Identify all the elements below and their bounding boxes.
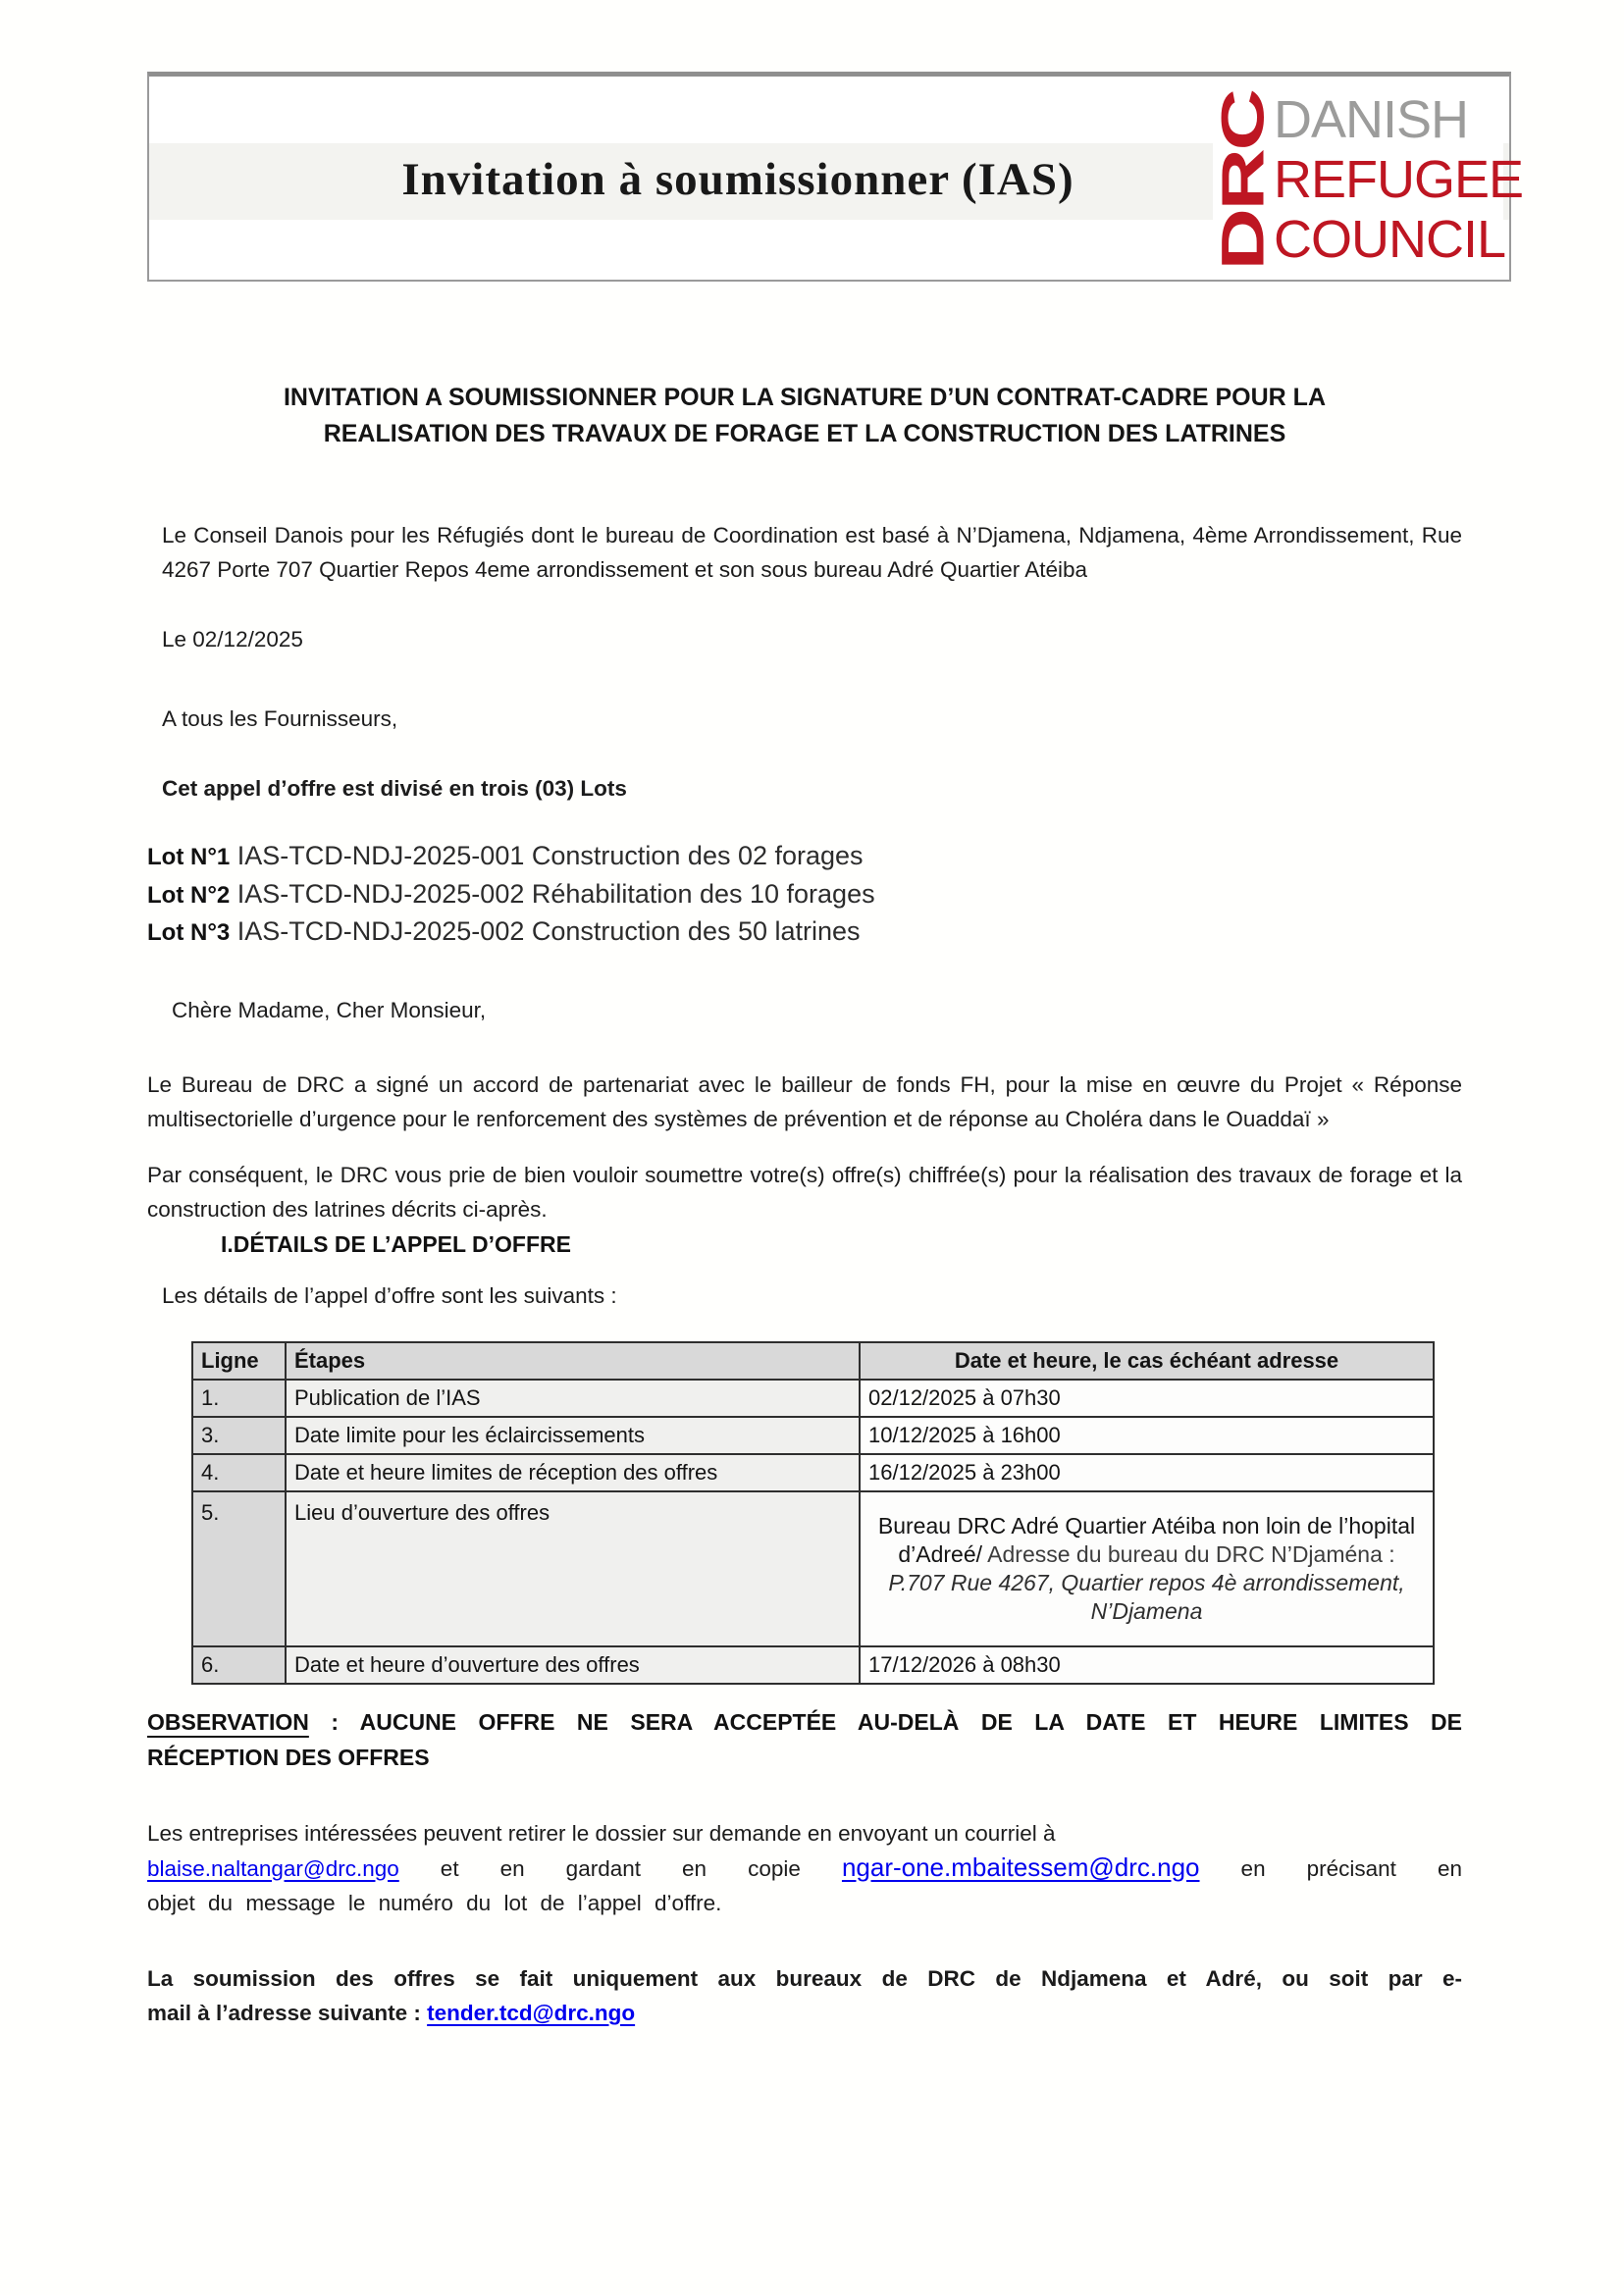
- lot-label: Lot N°2: [147, 881, 231, 909]
- row-date: 10/12/2025 à 16h00: [860, 1417, 1434, 1454]
- partnership-paragraph: Le Bureau de DRC a signé un accord de partenariat avec le bailleur de fonds FH, pour la mise en œuvre du Projet « Réponse multisectorielle d’urgence pour le renforcement des systèmes de prévention et de réponse au Choléra dans le Ouaddaï »: [147, 1071, 1462, 1131]
- col-header-date: Date et heure, le cas échéant adresse: [860, 1342, 1434, 1380]
- document-title: Invitation à soumissionner (IAS): [401, 154, 1074, 205]
- observation-text: : AUCUNE OFFRE NE SERA ACCEPTÉE AU-DELÀ DE LA DATE ET HEURE LIMITES DE: [308, 1708, 1462, 1735]
- submission-line2: [147, 1996, 1462, 2030]
- row-etape: Date limite pour les éclaircissements: [286, 1417, 860, 1454]
- dossier-retrieval-paragraph: [147, 1816, 1462, 1920]
- intro-paragraph: Le Conseil Danois pour les Réfugiés dont le bureau de Coordination est basé à N’Djamena, Ndjamena, 4ème Arrondissement, Rue 4267 Porte 707 Quartier Repos 4eme arrondissement et son sous bureau Adré Quartier Atéiba: [162, 523, 1462, 582]
- lots-intro: Cet appel d’offre est divisé en trois (03) Lots: [162, 776, 627, 801]
- table-row: [192, 1454, 1434, 1491]
- drc-vertical-wordmark-icon: DRC: [1210, 90, 1277, 271]
- submission-line2-prefix: mail à l’adresse suivante :: [147, 2000, 428, 2025]
- row-num: 4.: [192, 1454, 286, 1491]
- main-heading-line2: REALISATION DES TRAVAUX DE FORAGE ET LA CONSTRUCTION DES LATRINES: [323, 420, 1286, 447]
- lot-item-1: [147, 838, 1462, 876]
- email-link-ngar[interactable]: ngar-one.mbaitessem@drc.ngo: [841, 1852, 1200, 1882]
- retrait-tail-text: en précisant en: [1199, 1855, 1462, 1881]
- row-date: 17/12/2026 à 08h30: [860, 1646, 1434, 1684]
- logo-line-council: COUNCIL: [1274, 210, 1506, 269]
- row-num: 6.: [192, 1646, 286, 1684]
- row-etape: Publication de l’IAS: [286, 1380, 860, 1417]
- suppliers-line: A tous les Fournisseurs,: [162, 706, 398, 731]
- email-link-tender[interactable]: tender.tcd@drc.ngo: [427, 2000, 636, 2025]
- document-header: [147, 72, 1524, 282]
- tender-details-table: [191, 1341, 1435, 1685]
- row-etape: Date et heure d’ouverture des offres: [286, 1646, 860, 1684]
- row-date: [860, 1491, 1434, 1646]
- lot-text: IAS-TCD-NDJ-2025-001 Construction des 02 forages: [230, 841, 864, 870]
- table-header-row: [192, 1342, 1434, 1380]
- submission-line1: La soumission des offres se fait uniquement aux bureaux de DRC de Ndjamena et Adré, ou soit par e-: [147, 1965, 1462, 1991]
- table-intro: Les détails de l’appel d’offre sont les suivants :: [162, 1282, 617, 1308]
- letter-date: Le 02/12/2025: [162, 627, 303, 652]
- main-heading: [147, 380, 1462, 452]
- retrait-mid-text: et en gardant en copie: [398, 1855, 842, 1881]
- lot-item-2: [147, 876, 1462, 914]
- lot-text: IAS-TCD-NDJ-2025-002 Réhabilitation des 10 forages: [230, 878, 875, 909]
- submission-paragraph: [147, 1961, 1462, 2030]
- document-body: [0, 380, 1624, 2030]
- venue-segment-2: Adresse du bureau du DRC N’Djaména :: [987, 1540, 1395, 1567]
- row-num: 3.: [192, 1417, 286, 1454]
- row-etape: Lieu d’ouverture des offres: [286, 1491, 860, 1646]
- table-row: [192, 1417, 1434, 1454]
- drc-logo: [1210, 86, 1524, 275]
- observation-line1: [147, 1704, 1462, 1740]
- email-link-blaise[interactable]: blaise.naltangar@drc.ngo: [147, 1855, 399, 1881]
- venue-segment-3: P.707 Rue 4267, Quartier repos 4è arrondissement, N’Djamena: [888, 1569, 1405, 1624]
- row-etape: Date et heure limites de réception des offres: [286, 1454, 860, 1491]
- row-date: 16/12/2025 à 23h00: [860, 1454, 1434, 1491]
- row-num: 5.: [192, 1491, 286, 1646]
- table-row: [192, 1380, 1434, 1417]
- retrait-line2: [147, 1851, 1462, 1886]
- retrait-line1: Les entreprises intéressées peuvent retirer le dossier sur demande en envoyant un courriel à: [147, 1820, 1056, 1846]
- table-row: [192, 1646, 1434, 1684]
- drc-logo-text: [1274, 86, 1523, 270]
- lot-label: Lot N°3: [147, 919, 231, 946]
- col-header-ligne: Ligne: [192, 1342, 286, 1380]
- lots-list: [147, 838, 1462, 952]
- lot-label: Lot N°1: [147, 844, 231, 870]
- logo-line-danish: DANISH: [1274, 90, 1469, 149]
- consequent-paragraph: Par conséquent, le DRC vous prie de bien vouloir soumettre votre(s) offre(s) chiffrée(s) pour la réalisation des travaux de forage et la construction des latrines décrits ci-après.: [147, 1162, 1462, 1222]
- row-date: 02/12/2025 à 07h30: [860, 1380, 1434, 1417]
- logo-line-refugee: REFUGEE: [1274, 150, 1524, 209]
- lot-text: IAS-TCD-NDJ-2025-002 Construction des 50 latrines: [230, 916, 861, 946]
- observation-line2: RÉCEPTION DES OFFRES: [147, 1744, 430, 1770]
- observation-note: [147, 1704, 1462, 1775]
- main-heading-line1: INVITATION A SOUMISSIONNER POUR LA SIGNATURE D’UN CONTRAT-CADRE POUR LA: [283, 384, 1327, 411]
- table-row: [192, 1491, 1434, 1646]
- lot-item-3: [147, 913, 1462, 952]
- retrait-line3: objet du message le numéro du lot de l’appel d’offre.: [147, 1890, 722, 1915]
- observation-label: OBSERVATION: [147, 1708, 309, 1735]
- venue-segment-1: Bureau DRC Adré Quartier Atéiba non loin de l’hopital d’Adreé/: [877, 1512, 1416, 1567]
- section-heading-details: I.DÉTAILS DE L’APPEL D’OFFRE: [221, 1230, 571, 1257]
- row-num: 1.: [192, 1380, 286, 1417]
- salutation: Chère Madame, Cher Monsieur,: [172, 997, 487, 1022]
- col-header-etapes: Étapes: [286, 1342, 860, 1380]
